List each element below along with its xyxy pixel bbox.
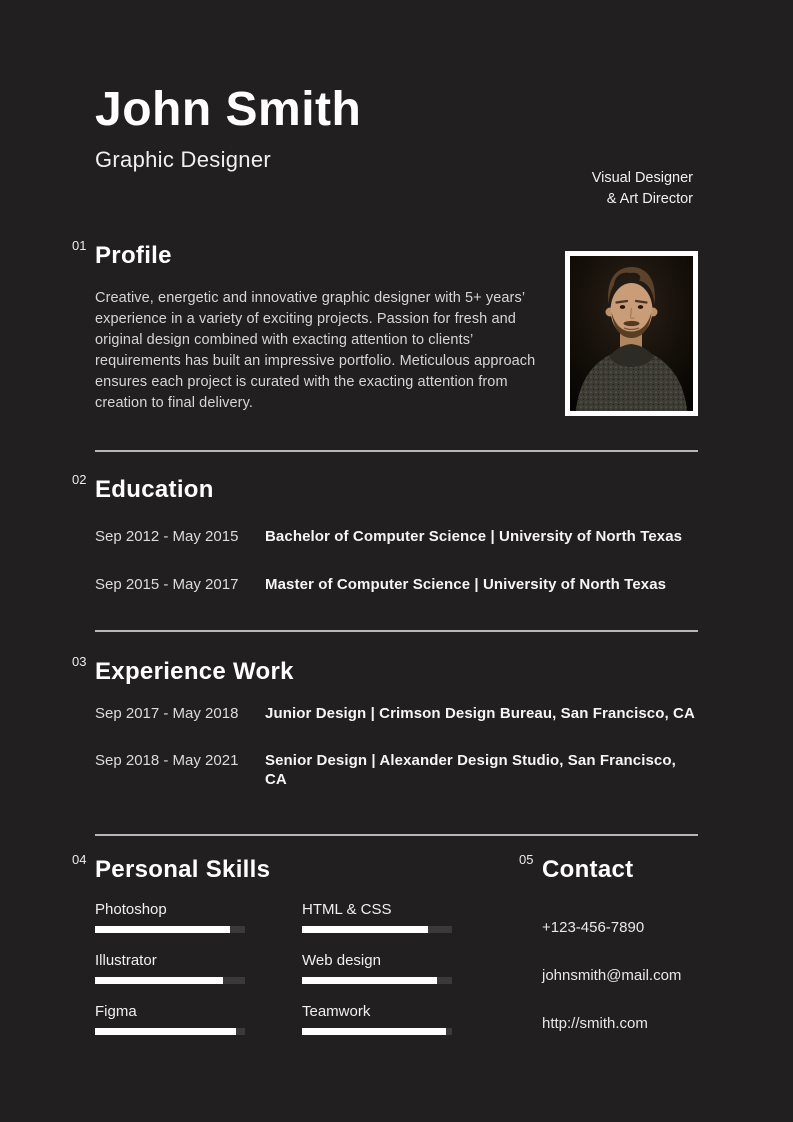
job-title: Graphic Designer — [95, 147, 271, 173]
skill-bar — [302, 1028, 452, 1035]
skill-label: Web design — [302, 951, 381, 969]
skill-item — [302, 952, 452, 984]
profile-heading — [72, 238, 547, 271]
skill-label: HTML & CSS — [302, 900, 392, 918]
section-contact — [519, 851, 698, 1035]
skill-label: Figma — [95, 1002, 137, 1020]
tagline — [592, 168, 693, 210]
skill-bar — [302, 977, 452, 984]
section-number: 03 — [72, 653, 87, 669]
experience-row — [95, 751, 698, 789]
portrait-illustration — [570, 256, 693, 411]
education-detail: Master of Computer Science | University of North Texas — [265, 575, 667, 593]
section-number: 01 — [72, 238, 87, 254]
skill-bar — [95, 1028, 245, 1035]
section-title: Experience Work — [95, 657, 294, 685]
skill-bar — [302, 926, 452, 933]
education-period: Sep 2012 - May 2015 — [95, 527, 239, 545]
bottom-columns — [72, 851, 698, 1035]
section-profile — [72, 238, 698, 416]
tagline-line-1: Visual Designer — [591, 170, 693, 186]
skill-label: Teamwork — [302, 1002, 371, 1020]
education-detail: Bachelor of Computer Science | University of North Texas — [265, 527, 683, 545]
skill-bar-fill — [95, 977, 223, 984]
contact-email: johnsmith@mail.com — [542, 966, 682, 984]
skills-grid — [95, 901, 452, 1035]
skill-bar-fill — [302, 926, 428, 933]
contact-website: http://smith.com — [542, 1014, 648, 1032]
experience-detail: Senior Design | Alexander Design Studio, San Francisco, CA — [265, 751, 676, 788]
section-divider — [95, 450, 698, 452]
section-experience — [72, 653, 698, 789]
skill-item — [95, 952, 245, 984]
section-number: 05 — [519, 851, 534, 867]
skill-bar-fill — [95, 926, 230, 933]
skill-item — [95, 1003, 245, 1035]
skill-bar-fill — [302, 1028, 446, 1035]
education-row — [95, 527, 698, 546]
section-title: Contact — [542, 855, 634, 883]
education-heading — [72, 472, 698, 505]
profile-left — [72, 238, 547, 414]
skill-label: Photoshop — [95, 900, 167, 918]
tagline-line-2: & Art Director — [606, 191, 693, 207]
section-number: 02 — [72, 472, 87, 488]
section-title: Profile — [95, 242, 172, 270]
skill-label: Illustrator — [95, 951, 157, 969]
section-education — [72, 472, 698, 594]
skill-item — [95, 901, 245, 933]
section-title: Personal Skills — [95, 855, 271, 883]
profile-text: Creative, energetic and innovative graphic designer with 5+ years’ experience in a variety of exciting projects. Passion for fresh and original design combined with exacting attention to clients’ requirements has built an impressive portfolio. Meticulous approach ensures each project is curated with the exacting attention from creation to final delivery. — [95, 289, 536, 411]
skill-bar-fill — [95, 1028, 236, 1035]
header — [95, 0, 698, 207]
section-divider — [95, 834, 698, 836]
contact-phone: +123-456-7890 — [542, 918, 645, 936]
skill-item — [302, 901, 452, 933]
experience-row — [95, 704, 698, 723]
section-number: 04 — [72, 851, 87, 867]
experience-detail: Junior Design | Crimson Design Bureau, San Francisco, CA — [265, 704, 695, 722]
experience-period: Sep 2018 - May 2021 — [95, 751, 239, 769]
skills-heading — [72, 851, 452, 885]
contact-list — [542, 919, 698, 1033]
skill-item — [302, 1003, 452, 1035]
skill-bar-fill — [302, 977, 437, 984]
section-skills — [72, 851, 452, 1035]
section-title: Education — [95, 476, 214, 504]
contact-heading — [519, 851, 698, 885]
person-name: John Smith — [95, 83, 362, 136]
experience-period: Sep 2017 - May 2018 — [95, 704, 239, 722]
skill-bar — [95, 977, 245, 984]
section-divider — [95, 630, 698, 632]
experience-heading — [72, 653, 698, 687]
skill-bar — [95, 926, 245, 933]
education-row — [95, 575, 698, 594]
profile-photo — [565, 251, 698, 416]
education-period: Sep 2015 - May 2017 — [95, 575, 239, 593]
